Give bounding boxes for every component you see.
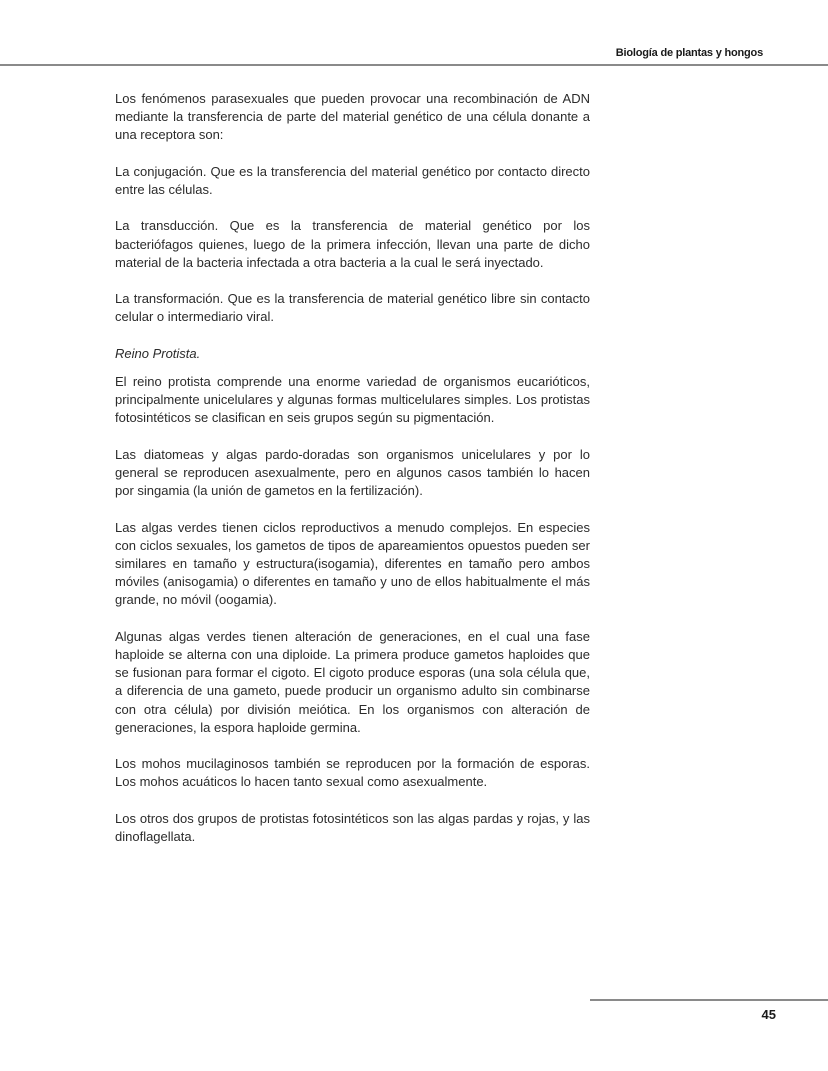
paragraph-protista-intro: El reino protista comprende una enorme variedad de organismos eucarióticos, principalmente unicelulares y algunas formas multicelulares simples. Los protistas fotosintéticos se clasifican en seis grupos según su pigmentación. xyxy=(115,373,590,426)
page-number: 45 xyxy=(761,1007,776,1022)
section-heading-reino-protista: Reino Protista. xyxy=(115,345,201,361)
paragraph-transformation: La transformación. Que es la transferencia de material genético libre sin contacto celular o intermediario viral. xyxy=(115,291,590,325)
paragraph-otros-grupos: Los otros dos grupos de protistas fotosintéticos son las algas pardas y rojas, y las dinoflagellata. xyxy=(115,810,590,844)
paragraph-algas-verdes-ciclos: Las algas verdes tienen ciclos reproductivos a menudo complejos. En especies con ciclos sexuales, los gametos de tipos de apareamientos opuestos pueden ser similares en tamaño y estructura(isogamia), diferentes en tamaño pero ambos móviles (anisogamia) o diferentes en tamaño y uno de ellos habitualmente el más grande, no móvil (oogamia). xyxy=(115,519,590,608)
paragraph-conjugation: La conjugación. Que es la transferencia del material genético por contacto directo entre las células. xyxy=(115,163,590,197)
paragraph-transduction: La transducción. Que es la transferencia de material genético por los bacteriófagos quienes, luego de la primera infección, llevan una parte de dicho material de la bacteria infectada a otra bacteria a la cual le será inyectado. xyxy=(115,218,590,270)
paragraph-diatomeas: Las diatomeas y algas pardo-doradas son organismos unicelulares y por lo general se reproducen asexualmente, pero en algunos casos también lo hacen por singamia (la unión de gametos en la fertilización). xyxy=(115,446,590,499)
paragraph-mohos: Los mohos mucilaginosos también se reproducen por la formación de esporas. Los mohos acuáticos lo hacen tanto sexual como asexualmente. xyxy=(115,756,590,790)
header-divider xyxy=(0,64,828,66)
footer-divider xyxy=(590,999,828,1001)
page-body xyxy=(115,90,590,864)
paragraph-parasexual-intro: Los fenómenos parasexuales que pueden provocar una recombinación de ADN mediante la transferencia de parte del material genético de una célula donante a una receptora son: xyxy=(115,91,590,143)
running-header: Biología de plantas y hongos xyxy=(615,47,763,59)
paragraph-alteracion-generaciones: Algunas algas verdes tienen alteración de generaciones, en el cual una fase haploide se alterna con una diploide. La primera produce gametos haploides que se fusionan para formar el cigoto. El cigoto produce esporas (una sola célula que, a diferencia de una gameto, puede producir un organismo adulto sin combinarse con otra célula) por división meiótica. En los organismos con alteración de generaciones, la espora haploide germina. xyxy=(115,628,590,735)
